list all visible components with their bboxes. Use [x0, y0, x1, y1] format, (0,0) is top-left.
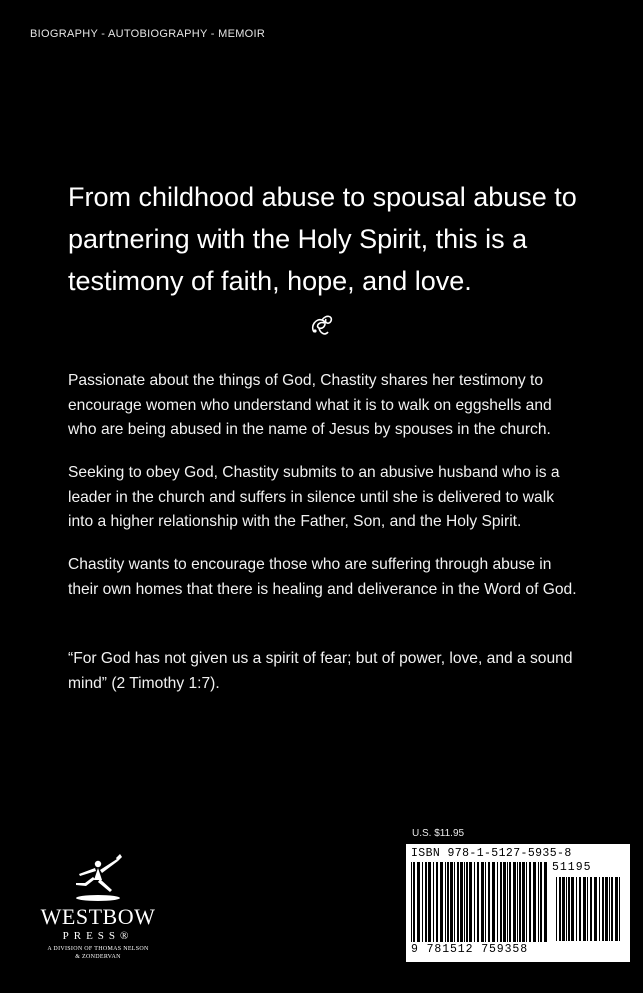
- body-paragraph-2: Seeking to obey God, Chastity submits to an abusive husband who is a leader in the church and suffers in silence until she is delivered to walk into a higher relationship with the Father, Son, and the Holy Spirit.: [68, 464, 560, 530]
- body-paragraph-1: Passionate about the things of God, Chastity shares her testimony to encourage women who understand what it is to walk on eggshells and who are being abused in the name of Jesus by spouses in the church.: [68, 372, 552, 438]
- category-label: BIOGRAPHY - AUTOBIOGRAPHY - MEMOIR: [30, 28, 266, 40]
- publisher-division-line-1: A DIVISION OF THOMAS NELSON: [47, 946, 149, 952]
- body-paragraph-3: Chastity wants to encourage those who are suffering through abuse in their own homes that there is healing and deliverance in the Word of God.: [68, 556, 577, 598]
- barcode-number: 9 781512 759358: [411, 943, 529, 956]
- publisher-name: WESTBOW: [40, 904, 156, 929]
- publisher-division-line-2: & ZONDERVAN: [75, 954, 121, 960]
- headline: From childhood abuse to spousal abuse to partnering with the Holy Spirit, this is a testimony of faith, hope, and love.: [68, 182, 577, 296]
- publisher-logo: [28, 852, 168, 982]
- addon-barcode-bars: [556, 877, 624, 941]
- flourish-ornament-icon: [306, 310, 336, 340]
- isbn-barcode: [406, 844, 630, 962]
- runner-emblem-icon: [28, 852, 168, 904]
- ean-barcode-bars: [411, 862, 547, 942]
- scripture-quote: “For God has not given us a spirit of fear; but of power, love, and a sound mind” (2 Timothy 1:7).: [68, 650, 573, 692]
- addon-code: 51195: [552, 861, 592, 874]
- price-label: U.S. $11.95: [412, 828, 465, 839]
- isbn-label: ISBN 978-1-5127-5935-8: [411, 847, 572, 860]
- publisher-press: PRESS®: [62, 930, 134, 942]
